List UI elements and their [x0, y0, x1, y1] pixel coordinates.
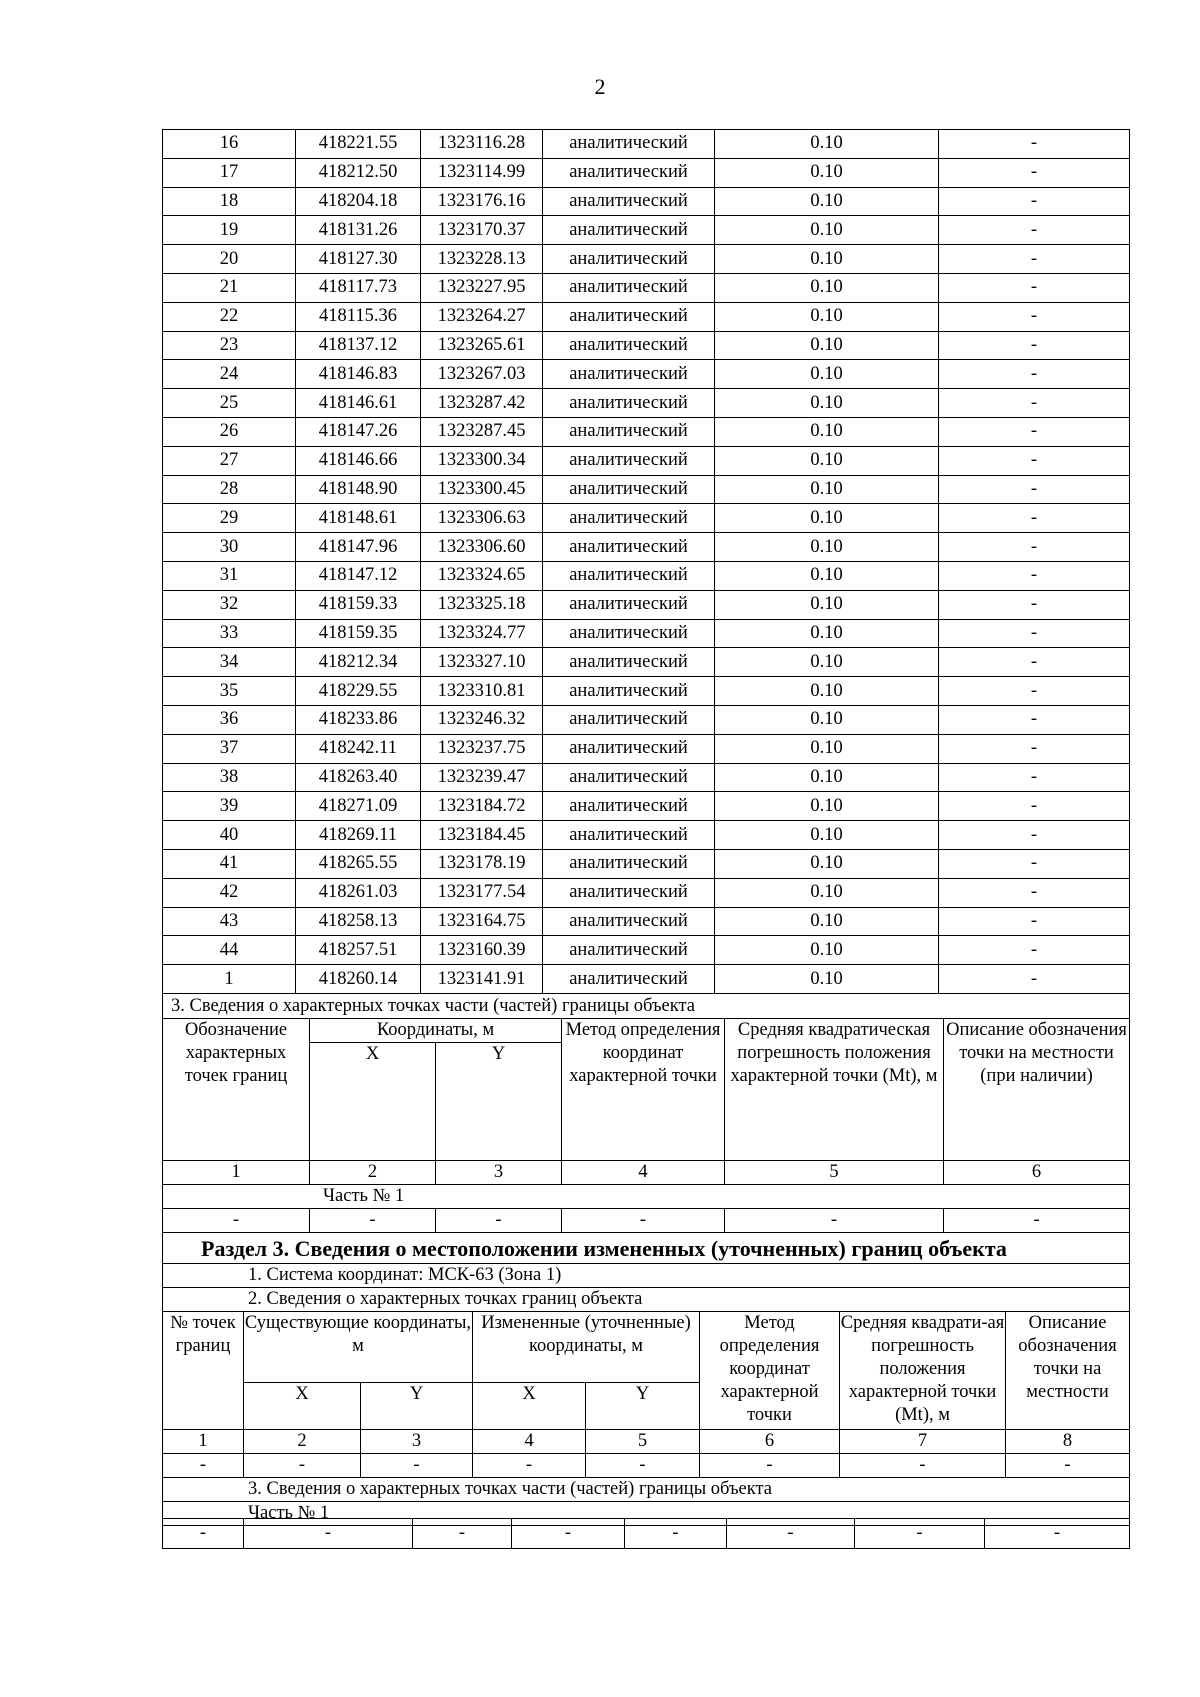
method: аналитический — [543, 360, 715, 389]
col-number: 6 — [944, 1161, 1130, 1185]
error-value: 0.10 — [715, 936, 939, 965]
coord-y: 1323327.10 — [421, 648, 543, 677]
point-number: 31 — [163, 561, 296, 590]
empty-cell: - — [413, 1519, 512, 1549]
coord-x: 418131.26 — [296, 216, 421, 245]
col-y: Y — [361, 1383, 473, 1430]
description: - — [939, 130, 1130, 159]
boundary-points-body — [163, 130, 1130, 994]
point-number: 37 — [163, 734, 296, 763]
part-label: Часть № 1 — [163, 1185, 1130, 1209]
coord-x: 418204.18 — [296, 187, 421, 216]
coord-y: 1323300.45 — [421, 475, 543, 504]
point-number: 38 — [163, 763, 296, 792]
point-number: 24 — [163, 360, 296, 389]
col-x: X — [244, 1383, 361, 1430]
coord-x: 418147.12 — [296, 561, 421, 590]
method: аналитический — [543, 849, 715, 878]
coord-y: 1323264.27 — [421, 302, 543, 331]
parts-heading: 3. Сведения о характерных точках части (частей) границы объекта — [163, 1478, 1130, 1502]
method: аналитический — [543, 561, 715, 590]
coord-x: 418148.90 — [296, 475, 421, 504]
col-description: Описание обозначения точки на местности — [1006, 1312, 1130, 1430]
method: аналитический — [543, 273, 715, 302]
empty-cell: - — [244, 1519, 413, 1549]
method: аналитический — [543, 475, 715, 504]
error-value: 0.10 — [715, 849, 939, 878]
error-value: 0.10 — [715, 878, 939, 907]
error-value: 0.10 — [715, 561, 939, 590]
coord-x: 418265.55 — [296, 849, 421, 878]
empty-cell: - — [244, 1454, 361, 1478]
coord-y: 1323184.45 — [421, 821, 543, 850]
coord-x: 418212.50 — [296, 158, 421, 187]
col-number: 5 — [725, 1161, 944, 1185]
parts-heading: 3. Сведения о характерных точках части (частей) границы объекта — [163, 994, 1130, 1019]
error-value: 0.10 — [715, 331, 939, 360]
coord-y: 1323177.54 — [421, 878, 543, 907]
description: - — [939, 360, 1130, 389]
coord-x: 418271.09 — [296, 792, 421, 821]
coord-y: 1323160.39 — [421, 936, 543, 965]
coord-y: 1323310.81 — [421, 677, 543, 706]
table-row — [163, 619, 1130, 648]
point-number: 18 — [163, 187, 296, 216]
point-number: 43 — [163, 907, 296, 936]
col-changed-coords: Измененные (уточненные) координаты, м — [473, 1312, 700, 1383]
coord-x: 418159.35 — [296, 619, 421, 648]
description: - — [939, 245, 1130, 274]
table-row — [163, 158, 1130, 187]
empty-cell: - — [163, 1519, 244, 1549]
col-existing-coords: Существующие координаты, м — [244, 1312, 473, 1383]
coord-y: 1323228.13 — [421, 245, 543, 274]
point-number: 41 — [163, 849, 296, 878]
col-method: Метод определения координат характерной точки — [700, 1312, 840, 1430]
description: - — [939, 504, 1130, 533]
col-y: Y — [586, 1383, 700, 1430]
parts-points-table — [162, 993, 1130, 1233]
error-value: 0.10 — [715, 821, 939, 850]
col-number: 1 — [163, 1161, 310, 1185]
part-label: Часть № 1 — [163, 1502, 1130, 1526]
table-row — [163, 417, 1130, 446]
table-row — [163, 648, 1130, 677]
coord-x: 418159.33 — [296, 590, 421, 619]
error-value: 0.10 — [715, 302, 939, 331]
col-point-number: № точек границ — [163, 1312, 244, 1430]
section3-table — [162, 1232, 1130, 1526]
method: аналитический — [543, 792, 715, 821]
coord-x: 418221.55 — [296, 130, 421, 159]
coord-y: 1323287.42 — [421, 389, 543, 418]
description: - — [939, 389, 1130, 418]
col-number: 6 — [700, 1430, 840, 1454]
empty-cell: - — [562, 1209, 725, 1233]
error-value: 0.10 — [715, 763, 939, 792]
point-number: 32 — [163, 590, 296, 619]
table-row — [163, 849, 1130, 878]
description: - — [939, 187, 1130, 216]
point-number: 29 — [163, 504, 296, 533]
error-value: 0.10 — [715, 245, 939, 274]
table-row — [163, 187, 1130, 216]
error-value: 0.10 — [715, 417, 939, 446]
description: - — [939, 446, 1130, 475]
empty-cell: - — [163, 1454, 244, 1478]
method: аналитический — [543, 907, 715, 936]
coord-x: 418233.86 — [296, 705, 421, 734]
point-number: 21 — [163, 273, 296, 302]
error-value: 0.10 — [715, 533, 939, 562]
coord-x: 418137.12 — [296, 331, 421, 360]
method: аналитический — [543, 331, 715, 360]
empty-cell: - — [985, 1519, 1130, 1549]
table-row — [163, 907, 1130, 936]
point-number: 27 — [163, 446, 296, 475]
method: аналитический — [543, 417, 715, 446]
coord-x: 418146.61 — [296, 389, 421, 418]
point-number: 23 — [163, 331, 296, 360]
coord-x: 418229.55 — [296, 677, 421, 706]
empty-cell: - — [944, 1209, 1130, 1233]
page-number: 2 — [594, 74, 606, 99]
col-number: 5 — [586, 1430, 700, 1454]
method: аналитический — [543, 677, 715, 706]
col-number: 4 — [562, 1161, 725, 1185]
method: аналитический — [543, 734, 715, 763]
empty-cell: - — [473, 1454, 586, 1478]
error-value: 0.10 — [715, 273, 939, 302]
coord-y: 1323246.32 — [421, 705, 543, 734]
coord-y: 1323325.18 — [421, 590, 543, 619]
coord-y: 1323176.16 — [421, 187, 543, 216]
coord-x: 418127.30 — [296, 245, 421, 274]
coord-x: 418148.61 — [296, 504, 421, 533]
empty-cell: - — [700, 1454, 840, 1478]
table-row — [163, 331, 1130, 360]
coord-y: 1323141.91 — [421, 965, 543, 994]
point-number: 16 — [163, 130, 296, 159]
method: аналитический — [543, 878, 715, 907]
col-point-designation: Обозначение характерных точек границ — [163, 1019, 310, 1161]
description: - — [939, 417, 1130, 446]
empty-cell: - — [840, 1454, 1006, 1478]
point-number: 44 — [163, 936, 296, 965]
description: - — [939, 792, 1130, 821]
coord-x: 418257.51 — [296, 936, 421, 965]
boundary-points-table — [162, 129, 1130, 994]
col-y: Y — [436, 1043, 562, 1161]
coord-x: 418146.83 — [296, 360, 421, 389]
description: - — [939, 936, 1130, 965]
table-row — [163, 533, 1130, 562]
description: - — [939, 878, 1130, 907]
method: аналитический — [543, 763, 715, 792]
point-number: 39 — [163, 792, 296, 821]
method: аналитический — [543, 619, 715, 648]
empty-cell: - — [727, 1519, 855, 1549]
point-number: 22 — [163, 302, 296, 331]
empty-cell: - — [725, 1209, 944, 1233]
coord-y: 1323178.19 — [421, 849, 543, 878]
point-number: 36 — [163, 705, 296, 734]
col-number: 7 — [840, 1430, 1006, 1454]
coord-x: 418147.26 — [296, 417, 421, 446]
error-value: 0.10 — [715, 475, 939, 504]
coord-x: 418242.11 — [296, 734, 421, 763]
description: - — [939, 763, 1130, 792]
table-row — [163, 734, 1130, 763]
coord-y: 1323267.03 — [421, 360, 543, 389]
method: аналитический — [543, 590, 715, 619]
error-value: 0.10 — [715, 734, 939, 763]
method: аналитический — [543, 821, 715, 850]
method: аналитический — [543, 216, 715, 245]
col-x: X — [473, 1383, 586, 1430]
description: - — [939, 677, 1130, 706]
point-number: 30 — [163, 533, 296, 562]
section3-title: Раздел 3. Сведения о местоположении измененных (уточненных) границ объекта — [163, 1233, 1130, 1264]
table-row — [163, 245, 1130, 274]
col-number: 1 — [163, 1430, 244, 1454]
table-row — [163, 302, 1130, 331]
coord-x: 418146.66 — [296, 446, 421, 475]
coord-y: 1323287.45 — [421, 417, 543, 446]
table-row — [163, 446, 1130, 475]
method: аналитический — [543, 936, 715, 965]
description: - — [939, 705, 1130, 734]
empty-cell: - — [310, 1209, 436, 1233]
coord-y: 1323306.63 — [421, 504, 543, 533]
error-value: 0.10 — [715, 360, 939, 389]
error-value: 0.10 — [715, 187, 939, 216]
description: - — [939, 561, 1130, 590]
coord-y: 1323164.75 — [421, 907, 543, 936]
description: - — [939, 849, 1130, 878]
col-error: Средняя квадратическая погрешность положения характерной точки (Mt), м — [725, 1019, 944, 1161]
method: аналитический — [543, 130, 715, 159]
error-value: 0.10 — [715, 648, 939, 677]
col-number: 3 — [361, 1430, 473, 1454]
table-row — [163, 965, 1130, 994]
error-value: 0.10 — [715, 907, 939, 936]
col-number: 8 — [1006, 1430, 1130, 1454]
coord-y: 1323306.60 — [421, 533, 543, 562]
empty-cell: - — [163, 1209, 310, 1233]
table-row — [163, 561, 1130, 590]
coord-x: 418147.96 — [296, 533, 421, 562]
description: - — [939, 965, 1130, 994]
table-row — [163, 389, 1130, 418]
table-row — [163, 792, 1130, 821]
table-row — [163, 130, 1130, 159]
method: аналитический — [543, 302, 715, 331]
method: аналитический — [543, 187, 715, 216]
table-row — [163, 475, 1130, 504]
description: - — [939, 158, 1130, 187]
point-number: 34 — [163, 648, 296, 677]
coord-system: 1. Система координат: МСК-63 (Зона 1) — [163, 1264, 1130, 1288]
empty-cell: - — [1006, 1454, 1130, 1478]
point-number: 35 — [163, 677, 296, 706]
table-row — [163, 504, 1130, 533]
col-number: 2 — [244, 1430, 361, 1454]
coord-y: 1323300.34 — [421, 446, 543, 475]
coord-y: 1323227.95 — [421, 273, 543, 302]
table-row — [163, 878, 1130, 907]
coord-x: 418269.11 — [296, 821, 421, 850]
description: - — [939, 619, 1130, 648]
method: аналитический — [543, 705, 715, 734]
point-number: 42 — [163, 878, 296, 907]
method: аналитический — [543, 245, 715, 274]
table-row — [163, 705, 1130, 734]
description: - — [939, 216, 1130, 245]
coord-x: 418115.36 — [296, 302, 421, 331]
col-x: X — [310, 1043, 436, 1161]
coord-y: 1323170.37 — [421, 216, 543, 245]
error-value: 0.10 — [715, 216, 939, 245]
col-number: 4 — [473, 1430, 586, 1454]
error-value: 0.10 — [715, 158, 939, 187]
coord-y: 1323324.77 — [421, 619, 543, 648]
table-row — [163, 360, 1130, 389]
point-number: 28 — [163, 475, 296, 504]
point-number: 25 — [163, 389, 296, 418]
table-row — [163, 273, 1130, 302]
col-number: 3 — [436, 1161, 562, 1185]
empty-cell: - — [512, 1519, 625, 1549]
point-number: 20 — [163, 245, 296, 274]
description: - — [939, 590, 1130, 619]
empty-cell: - — [855, 1519, 985, 1549]
empty-cell: - — [361, 1454, 473, 1478]
point-number: 40 — [163, 821, 296, 850]
col-method: Метод определения координат характерной точки — [562, 1019, 725, 1161]
col-number: 2 — [310, 1161, 436, 1185]
coord-y: 1323184.72 — [421, 792, 543, 821]
error-value: 0.10 — [715, 130, 939, 159]
description: - — [939, 648, 1130, 677]
coord-y: 1323265.61 — [421, 331, 543, 360]
method: аналитический — [543, 446, 715, 475]
method: аналитический — [543, 504, 715, 533]
method: аналитический — [543, 965, 715, 994]
coord-y: 1323237.75 — [421, 734, 543, 763]
error-value: 0.10 — [715, 504, 939, 533]
table-row — [163, 763, 1130, 792]
empty-cell: - — [586, 1454, 700, 1478]
empty-cell: - — [625, 1519, 727, 1549]
method: аналитический — [543, 158, 715, 187]
table-row — [163, 590, 1130, 619]
description: - — [939, 821, 1130, 850]
point-number: 19 — [163, 216, 296, 245]
coord-x: 418258.13 — [296, 907, 421, 936]
error-value: 0.10 — [715, 965, 939, 994]
coord-y: 1323116.28 — [421, 130, 543, 159]
method: аналитический — [543, 389, 715, 418]
method: аналитический — [543, 533, 715, 562]
coord-x: 418261.03 — [296, 878, 421, 907]
description: - — [939, 331, 1130, 360]
table-row — [163, 677, 1130, 706]
description: - — [939, 273, 1130, 302]
points-heading: 2. Сведения о характерных точках границ объекта — [163, 1288, 1130, 1312]
coord-y: 1323239.47 — [421, 763, 543, 792]
section3-parts-table — [162, 1518, 1130, 1549]
point-number: 17 — [163, 158, 296, 187]
method: аналитический — [543, 648, 715, 677]
table-row — [163, 216, 1130, 245]
description: - — [939, 907, 1130, 936]
point-number: 33 — [163, 619, 296, 648]
description: - — [939, 475, 1130, 504]
error-value: 0.10 — [715, 792, 939, 821]
coord-y: 1323114.99 — [421, 158, 543, 187]
error-value: 0.10 — [715, 389, 939, 418]
empty-cell: - — [436, 1209, 562, 1233]
coord-x: 418117.73 — [296, 273, 421, 302]
description: - — [939, 734, 1130, 763]
coord-x: 418260.14 — [296, 965, 421, 994]
coord-y: 1323324.65 — [421, 561, 543, 590]
description: - — [939, 533, 1130, 562]
table-row — [163, 936, 1130, 965]
col-description: Описание обозначения точки на местности (при наличии) — [944, 1019, 1130, 1161]
coord-x: 418263.40 — [296, 763, 421, 792]
error-value: 0.10 — [715, 619, 939, 648]
error-value: 0.10 — [715, 677, 939, 706]
point-number: 1 — [163, 965, 296, 994]
point-number: 26 — [163, 417, 296, 446]
error-value: 0.10 — [715, 705, 939, 734]
col-error: Средняя квадрати-ая погрешность положения характерной точки (Mt), м — [840, 1312, 1006, 1430]
coord-x: 418212.34 — [296, 648, 421, 677]
error-value: 0.10 — [715, 590, 939, 619]
description: - — [939, 302, 1130, 331]
table-row — [163, 821, 1130, 850]
col-coordinates: Координаты, м — [310, 1019, 562, 1043]
error-value: 0.10 — [715, 446, 939, 475]
